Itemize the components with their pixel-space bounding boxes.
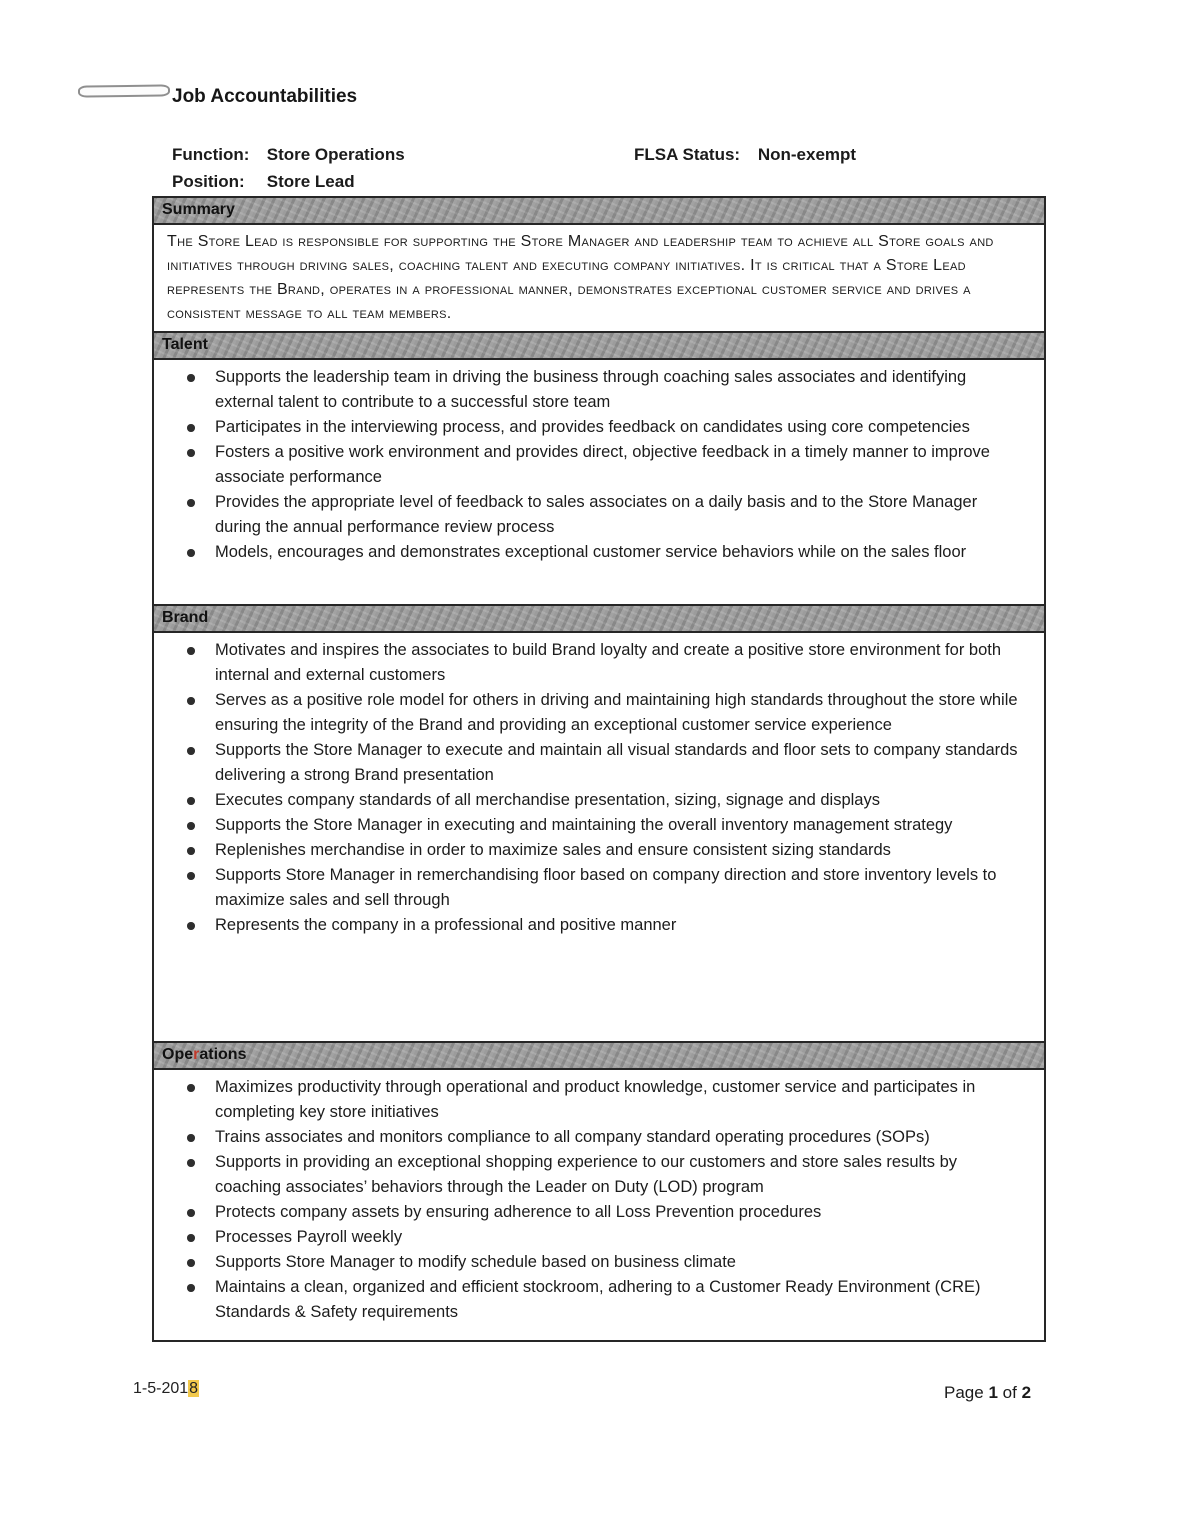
operations-bullet-list: [154, 1070, 1044, 1342]
date-text: 1-5-201: [133, 1380, 189, 1397]
bullet-item: Fosters a positive work environment and provides direct, objective feedback in a timely manner to improve associate performance: [215, 440, 1020, 490]
function-row: [172, 141, 1062, 168]
bullet-item: Trains associates and monitors compliance to all company standard operating procedures (SOPs): [215, 1125, 1020, 1150]
scan-clip-artifact: [78, 84, 170, 97]
position-row: [172, 168, 1062, 195]
bullet-item: Supports Store Manager to modify schedule based on business climate: [215, 1250, 1020, 1275]
job-accountabilities-table: [152, 196, 1046, 1342]
date-highlighted-digit: 8: [189, 1380, 199, 1397]
bullet-item: Motivates and inspires the associates to build Brand loyalty and create a positive store environment for both internal and external customers: [215, 638, 1020, 688]
brand-bullet-list: [154, 633, 1044, 1041]
function-value: Store Operations: [266, 145, 405, 164]
footer-page-number: [944, 1383, 1031, 1403]
section-header-operations: [154, 1041, 1044, 1070]
page-number: 1: [988, 1383, 998, 1402]
bullet-item: Models, encourages and demonstrates exceptional customer service behaviors while on the sales floor: [215, 540, 1020, 565]
flsa-value: Non-exempt: [757, 145, 857, 164]
function-label: Function:: [172, 145, 250, 164]
position-label: Position:: [172, 172, 245, 191]
bullet-item: Supports the leadership team in driving the business through coaching sales associates and identifying external talent to contribute to a successful store team: [215, 365, 1020, 415]
section-header-summary: [154, 198, 1044, 225]
flsa-status: [634, 141, 856, 168]
bullet-item: Supports the Store Manager in executing and maintaining the overall inventory management strategy: [215, 813, 1020, 838]
footer-date: [133, 1380, 199, 1398]
bullet-item: Executes company standards of all merchandise presentation, sizing, signage and displays: [215, 788, 1020, 813]
talent-heading: Talent: [162, 336, 208, 353]
bullet-item: Protects company assets by ensuring adherence to all Loss Prevention procedures: [215, 1200, 1020, 1225]
page-word: Page: [944, 1383, 984, 1402]
bullet-item: Supports Store Manager in remerchandising floor based on company direction and store inventory levels to maximize sales and sell through: [215, 863, 1020, 913]
talent-bullet-list: [154, 360, 1044, 604]
bullet-item: Replenishes merchandise in order to maximize sales and ensure consistent sizing standards: [215, 838, 1020, 863]
flsa-label: FLSA Status:: [634, 145, 741, 164]
bullet-item: Maintains a clean, organized and efficient stockroom, adhering to a Customer Ready Environment (CRE) Standards & Safety requirements: [215, 1275, 1020, 1325]
position-value: Store Lead: [266, 172, 355, 191]
bullet-item: Serves as a positive role model for others in driving and maintaining high standards throughout the store while ensuring the integrity of the Brand and providing an exceptional customer service experience: [215, 688, 1020, 738]
bullet-item: Processes Payroll weekly: [215, 1225, 1020, 1250]
bullet-item: Maximizes productivity through operational and product knowledge, customer service and participates in completing key store initiatives: [215, 1075, 1020, 1125]
total-pages: 2: [1021, 1383, 1032, 1402]
bullet-item: Represents the company in a professional and positive manner: [215, 913, 1020, 938]
section-header-brand: [154, 604, 1044, 633]
section-header-talent: [154, 331, 1044, 360]
summary-paragraph: The Store Lead is responsible for supporting the Store Manager and leadership team to achieve all Store goals and initiatives through driving sales, coaching talent and executing company initiatives. It is critical that a Store Lead represents the Brand, operates in a professional manner, demonstrates exceptional customer service and drives a consistent message to all team members.: [167, 233, 994, 322]
brand-heading: Brand: [162, 609, 209, 626]
summary-heading: Summary: [162, 201, 235, 218]
operations-heading: Operations: [162, 1046, 247, 1063]
bullet-item: Provides the appropriate level of feedback to sales associates on a daily basis and to the Store Manager during the annual performance review process: [215, 490, 1020, 540]
red-scan-letter: r: [193, 1046, 200, 1063]
of-word: of: [1002, 1383, 1017, 1402]
page-title: Job Accountabilities: [172, 86, 358, 107]
bullet-item: Participates in the interviewing process, and provides feedback on candidates using core competencies: [215, 415, 1020, 440]
bullet-item: Supports in providing an exceptional shopping experience to our customers and store sales results by coaching associates’ behaviors through the Leader on Duty (LOD) program: [215, 1150, 1020, 1200]
document-meta: [172, 141, 1062, 195]
bullet-item: Supports the Store Manager to execute and maintain all visual standards and floor sets to company standards delivering a strong Brand presentation: [215, 738, 1020, 788]
